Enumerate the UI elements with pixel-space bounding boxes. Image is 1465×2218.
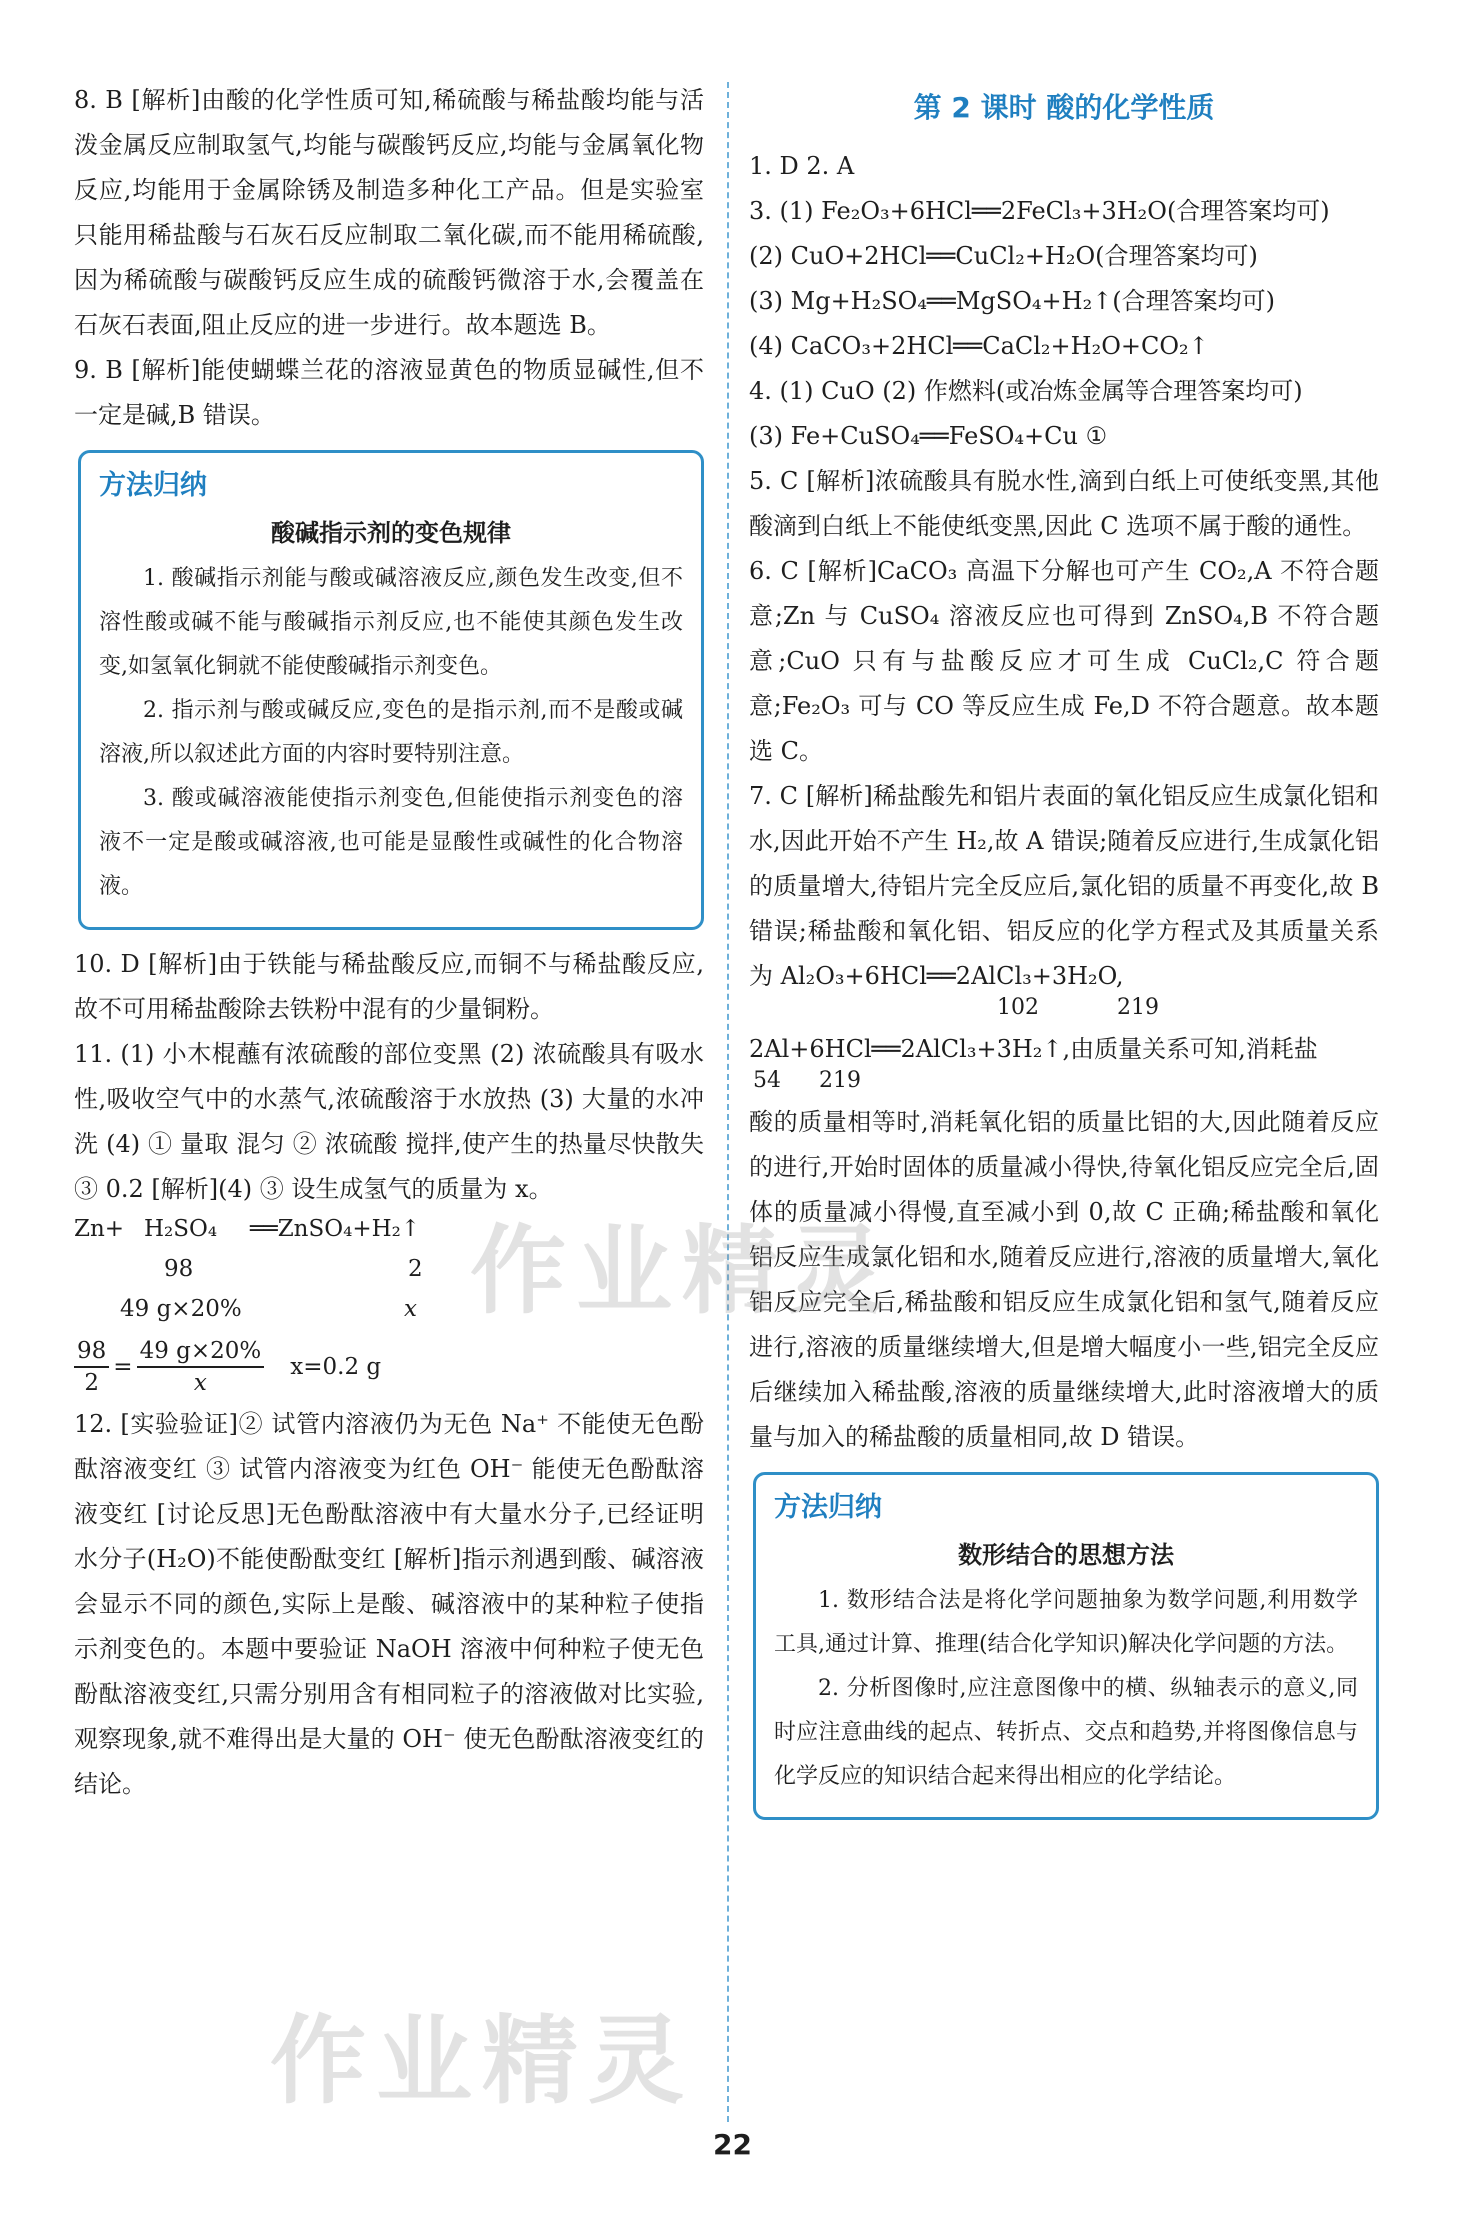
answer-7-part-b: 2Al+6HCl══2AlCl₃+3H₂↑,由质量关系可知,消耗盐 <box>749 1035 1318 1063</box>
answer-3-1: 3. (1) Fe₂O₃+6HCl══2FeCl₃+3H₂O(合理答案均可) <box>749 197 1330 225</box>
method-summary-box-indicators <box>78 450 704 930</box>
watermark-lower: 作业精灵 <box>270 2005 694 2117</box>
answer-3-3: (3) Mg+H₂SO₄══MgSO₄+H₂↑(合理答案均可) <box>749 287 1276 315</box>
method-summary-box-graphs <box>753 1472 1379 1820</box>
answer-10: 10. D [解析]由于铁能与稀盐酸反应,而铜不与稀盐酸反应,故不可用稀盐酸除去铁粉中混有的少量铜粉。 <box>74 950 704 1023</box>
answer-8: 8. B [解析]由酸的化学性质可知,稀硫酸与稀盐酸均能与活泼金属反应制取氢气,均能与碳酸钙反应,均能与金属氧化物反应,均能用于金属除锈及制造多种化工产品。但是实验室只能用稀盐酸与石灰石反应制取二氧化碳,而不能用稀硫酸,因为稀硫酸与碳酸钙反应生成的硫酸钙微溶于水,会覆盖在石灰石表面,阻止反应的进一步进行。故本题选 B。 <box>74 86 704 339</box>
right-column <box>749 78 1379 1832</box>
fraction-left: $\frac{98}{2}$ <box>74 1336 109 1398</box>
box-title: 方法归纳 <box>99 470 207 501</box>
calc-molar-mass-h2: 2 <box>408 1256 423 1282</box>
left-column <box>74 78 704 1807</box>
watermark-upper: 作业精灵 <box>470 1215 894 1327</box>
fraction-right: $\frac{49 g\times 20\%}{x}$ <box>137 1336 265 1398</box>
box-paragraph-2: 2. 指示剂与酸或碱反应,变色的是指示剂,而不是酸或碱溶液,所以叙述此方面的内容时要特别注意。 <box>99 698 683 767</box>
hydrogen-calculation <box>74 1212 704 1402</box>
mass-relation-1: 102 219 <box>997 995 1159 1020</box>
answer-9: 9. B [解析]能使蝴蝶兰花的溶液显黄色的物质显碱性,但不一定是碱,B 错误。 <box>74 356 704 429</box>
mass-relation-2: 54 219 <box>753 1068 861 1093</box>
box-subtitle: 数形结合的思想方法 <box>958 1541 1174 1569</box>
answer-4-2: (3) Fe+CuSO₄══FeSO₄+Cu ① <box>749 422 1108 450</box>
answer-3-4: (4) CaCO₃+2HCl══CaCl₂+H₂O+CO₂↑ <box>749 332 1209 360</box>
answer-1-2: 1. D 2. A <box>749 152 855 180</box>
box-paragraph-1: 1. 酸碱指示剂能与酸或碱溶液反应,颜色发生改变,但不溶性酸或碱不能与酸碱指示剂反应,也不能使其颜色发生改变,如氢氧化铜就不能使酸碱指示剂变色。 <box>99 566 683 679</box>
column-divider <box>727 82 729 2122</box>
answer-7-part-a: 7. C [解析]稀盐酸先和铝片表面的氧化铝反应生成氯化铝和水,因此开始不产生 H₂,故 A 错误;随着反应进行,生成氯化铝的质量增大,待铝片完全反应后,氯化铝的质量不再变化,故 B 错误;稀盐酸和氧化铝、铝反应的化学方程式及其质量关系为 Al₂O₃+6HCl══2AlCl₃+3H₂O, <box>749 782 1379 990</box>
calc-unknown-x: x <box>404 1296 417 1322</box>
lesson-title: 第 2 课时 酸的化学性质 <box>913 91 1215 124</box>
calc-zn: Zn+ <box>74 1216 125 1242</box>
answer-6: 6. C [解析]CaCO₃ 高温下分解也可产生 CO₂,A 不符合题意;Zn 与 CuSO₄ 溶液反应也可得到 ZnSO₄,B 不符合题意;CuO 只有与盐酸反应才可生成 CuCl₂,C 符合题意;Fe₂O₃ 可与 CO 等反应生成 Fe,D 不符合题意。故本题选 C。 <box>749 557 1379 765</box>
calc-proportion: $\frac{98}{2}$ = $\frac{49 g\times 20\%}{x}$ x=0.2 g <box>74 1332 704 1402</box>
box-paragraph-3: 3. 酸或碱溶液能使指示剂变色,但能使指示剂变色的溶液不一定是酸或碱溶液,也可能是显酸性或碱性的化合物溶液。 <box>99 786 683 899</box>
box-paragraph-2: 2. 分析图像时,应注意图像中的横、纵轴表示的意义,同时应注意曲线的起点、转折点、交点和趋势,并将图像信息与化学反应的知识结合起来得出相应的化学结论。 <box>774 1676 1358 1789</box>
box-subtitle: 酸碱指示剂的变色规律 <box>271 519 511 547</box>
calc-h2so4: H₂SO₄ <box>144 1216 218 1242</box>
answer-11: 11. (1) 小木棍蘸有浓硫酸的部位变黑 (2) 浓硫酸具有吸水性,吸收空气中的水蒸气,浓硫酸溶于水放热 (3) 大量的水冲洗 (4) ① 量取 混匀 ② 浓硫酸 搅拌,使产生的热量尽快散失 ③ 0.2 [解析](4) ③ 设生成氢气的质量为 x。 <box>74 1040 704 1203</box>
box-paragraph-1: 1. 数形结合法是将化学问题抽象为数学问题,利用数学工具,通过计算、推理(结合化学知识)解决化学问题的方法。 <box>774 1588 1358 1657</box>
calc-molar-mass-h2so4: 98 <box>164 1256 194 1282</box>
answer-12: 12. [实验验证]② 试管内溶液仍为无色 Na⁺ 不能使无色酚酞溶液变红 ③ 试管内溶液变为红色 OH⁻ 能使无色酚酞溶液变红 [讨论反思]无色酚酞溶液中有大量水分子,已经证明水分子(H₂O)不能使酚酞变红 [解析]指示剂遇到酸、碱溶液会显示不同的颜色,实际上是酸、碱溶液中的某种粒子使指示剂变色的。本题中要验证 NaOH 溶液中何种粒子使无色酚酞溶液变红,只需分别用含有相同粒子的溶液做对比实验,观察现象,就不难得出是大量的 OH⁻ 使无色酚酞溶液变红的结论。 <box>74 1410 704 1798</box>
calc-result: x=0.2 g <box>290 1354 382 1380</box>
answer-3-2: (2) CuO+2HCl══CuCl₂+H₂O(合理答案均可) <box>749 242 1258 270</box>
answer-4-1: 4. (1) CuO (2) 作燃料(或冶炼金属等合理答案均可) <box>749 377 1303 405</box>
box-title: 方法归纳 <box>774 1492 882 1523</box>
page-number: 22 <box>713 2128 752 2161</box>
calc-products: ══ZnSO₄+H₂↑ <box>250 1216 421 1242</box>
answer-5: 5. C [解析]浓硫酸具有脱水性,滴到白纸上可使纸变黑,其他酸滴到白纸上不能使纸变黑,因此 C 选项不属于酸的通性。 <box>749 467 1379 540</box>
answer-7-part-c: 酸的质量相等时,消耗氧化铝的质量比铝的大,因此随着反应的进行,开始时固体的质量减小得快,待氧化铝反应完全后,固体的质量减小得慢,直至减小到 0,故 C 正确;稀盐酸和氧化铝反应生成氯化铝和水,随着反应进行,溶液的质量增大,氧化铝反应完全后,稀盐酸和铝反应生成氯化铝和氢气,随着反应进行,溶液的质量继续增大,但是增大幅度小一些,铝完全反应后继续加入稀盐酸,溶液的质量继续增大,此时溶液增大的质量与加入的稀盐酸的质量相同,故 D 错误。 <box>749 1108 1379 1451</box>
calc-acid-mass: 49 g×20% <box>120 1296 242 1322</box>
